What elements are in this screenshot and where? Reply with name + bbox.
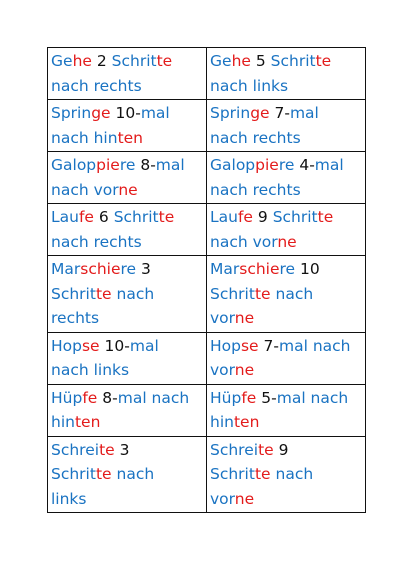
instruction-text-segment: Schrei: [210, 440, 259, 459]
instruction-text-segment: ge: [250, 104, 270, 122]
instruction-text-segment: he: [231, 52, 251, 70]
instruction-text-segment: Lau: [51, 208, 79, 226]
instruction-text-segment: Mar: [51, 260, 81, 278]
instruction-text-segment: Schrit: [272, 208, 318, 226]
instruction-text-segment: Schrit: [51, 465, 96, 483]
instruction-text-segment: re: [279, 260, 296, 278]
instruction-text-segment: se: [240, 336, 259, 355]
instruction-text-segment: Hüp: [51, 388, 83, 407]
instruction-text-segment: ne: [118, 180, 138, 199]
exercise-card: [48, 384, 207, 436]
instruction-text-segment: schie: [239, 260, 280, 278]
instruction-text-segment: re: [119, 156, 136, 174]
instruction-text-segment: Sprin: [210, 104, 251, 122]
instruction-text-segment: Schrit: [111, 52, 157, 70]
instruction-text-segment: nach: [270, 284, 314, 303]
instruction-text-segment: nach vor: [51, 180, 119, 199]
instruction-text-segment: Lau: [210, 208, 238, 226]
instruction-text-segment: ten: [74, 413, 101, 431]
instruction-text-segment: re: [278, 156, 295, 174]
instruction-text-segment: 7-: [269, 104, 290, 122]
instruction-text-segment: fe: [241, 388, 257, 407]
instruction-text-segment: te: [99, 440, 115, 459]
instruction-text-segment: Schrit: [51, 284, 96, 303]
instruction-text-segment: te: [258, 440, 274, 459]
instruction-text-segment: fe: [237, 208, 253, 226]
instruction-text-segment: 4-: [294, 156, 315, 174]
exercise-card: [48, 436, 207, 513]
instruction-text-segment: nach hin: [51, 128, 118, 147]
instruction-text-segment: 2: [91, 52, 112, 70]
instruction-text-segment: rechts: [51, 309, 100, 327]
instruction-text-segment: te: [317, 208, 334, 226]
instruction-text-segment: 8-: [135, 156, 156, 174]
instruction-text-segment: ne: [234, 361, 255, 379]
instruction-text-segment: ge: [91, 104, 111, 122]
instruction-text-segment: nach links: [51, 361, 130, 379]
instruction-text-segment: he: [72, 52, 92, 70]
instruction-text-segment: ne: [234, 309, 255, 327]
instruction-text-segment: vor: [210, 309, 235, 327]
instruction-text-segment: nach rechts: [51, 76, 142, 95]
exercise-card: [207, 204, 366, 256]
instruction-text-segment: te: [156, 52, 173, 70]
exercise-card: [48, 48, 207, 100]
instruction-text-segment: ten: [233, 413, 260, 431]
instruction-text-segment: mal: [140, 104, 170, 122]
instruction-text-segment: mal: [289, 104, 319, 122]
exercise-card: [207, 152, 366, 204]
table-row: [48, 332, 366, 384]
instruction-text-segment: pie: [255, 156, 279, 174]
instruction-text-segment: 8-: [97, 388, 118, 407]
instruction-text-segment: Hop: [210, 336, 241, 355]
instruction-text-segment: vor: [210, 361, 235, 379]
instruction-text-segment: Ge: [210, 52, 232, 70]
instruction-text-segment: te: [254, 465, 271, 483]
instruction-text-segment: te: [254, 284, 271, 303]
instruction-text-segment: links: [51, 489, 87, 508]
instruction-text-segment: Schrit: [113, 208, 159, 226]
instruction-text-segment: Schrit: [270, 52, 316, 70]
instruction-text-segment: ne: [277, 232, 297, 251]
exercise-card: [207, 332, 366, 384]
instruction-text-segment: mal: [155, 156, 185, 174]
instruction-text-segment: 3: [136, 260, 151, 278]
instruction-text-segment: nach: [270, 465, 314, 483]
instruction-text-segment: Schrit: [210, 465, 255, 483]
instruction-text-segment: 10: [295, 260, 320, 278]
table-row: [48, 436, 366, 513]
instruction-text-segment: 3: [114, 440, 130, 459]
instruction-text-segment: schie: [80, 260, 121, 278]
instruction-text-segment: nach rechts: [210, 128, 301, 147]
instruction-text-segment: Schrit: [210, 284, 255, 303]
instruction-text-segment: 7-: [258, 336, 279, 355]
table-row: [48, 256, 366, 333]
instruction-text-segment: Hop: [51, 336, 82, 355]
instruction-text-segment: fe: [78, 208, 94, 226]
exercise-card: [207, 256, 366, 333]
instruction-text-segment: hin: [210, 413, 234, 431]
instruction-text-segment: Ge: [51, 52, 73, 70]
instruction-text-segment: 6: [93, 208, 114, 226]
instruction-text-segment: te: [95, 465, 112, 483]
table-row: [48, 204, 366, 256]
instruction-text-segment: se: [81, 336, 100, 355]
instruction-text-segment: Sprin: [51, 104, 92, 122]
instruction-text-segment: 9: [252, 208, 273, 226]
exercise-card: [48, 332, 207, 384]
exercise-card: [48, 100, 207, 152]
instruction-text-segment: mal nach: [117, 388, 190, 407]
instruction-text-segment: nach vor: [210, 232, 278, 251]
instruction-text-segment: te: [315, 52, 332, 70]
instruction-text-segment: 9: [273, 440, 289, 459]
exercise-card: [207, 384, 366, 436]
instruction-text-segment: fe: [82, 388, 98, 407]
table-row: [48, 100, 366, 152]
exercise-card: [48, 152, 207, 204]
instruction-text-segment: 5-: [256, 388, 277, 407]
instruction-text-segment: mal nach: [279, 336, 351, 355]
instruction-text-segment: 5: [250, 52, 271, 70]
table-row: [48, 384, 366, 436]
instruction-text-segment: ten: [117, 128, 143, 147]
instruction-text-segment: mal: [129, 336, 159, 355]
instruction-text-segment: te: [158, 208, 175, 226]
instruction-text-segment: Galop: [210, 156, 256, 174]
instruction-text-segment: nach rechts: [210, 180, 301, 199]
instruction-text-segment: 10-: [110, 104, 141, 122]
table-row: [48, 152, 366, 204]
instruction-text-segment: te: [95, 284, 112, 303]
instruction-text-segment: nach links: [210, 76, 289, 95]
instruction-text-segment: re: [120, 260, 137, 278]
table-row: [48, 48, 366, 100]
instruction-text-segment: mal nach: [276, 388, 349, 407]
exercise-card: [48, 256, 207, 333]
instruction-text-segment: Hüp: [210, 388, 242, 407]
instruction-text-segment: mal: [314, 156, 344, 174]
instruction-text-segment: Galop: [51, 156, 97, 174]
instruction-text-segment: ne: [234, 489, 255, 508]
instruction-text-segment: Schrei: [51, 440, 100, 459]
instruction-text-segment: nach: [111, 284, 155, 303]
instruction-text-segment: Mar: [210, 260, 240, 278]
instruction-text-segment: nach rechts: [51, 232, 142, 251]
exercise-card: [207, 100, 366, 152]
exercise-card: [207, 436, 366, 513]
exercise-card: [207, 48, 366, 100]
instruction-text-segment: 10-: [99, 336, 130, 355]
exercise-card: [48, 204, 207, 256]
instruction-text-segment: nach: [111, 465, 155, 483]
instruction-text-segment: pie: [96, 156, 120, 174]
instruction-text-segment: hin: [51, 413, 75, 431]
exercise-card-table: [47, 47, 366, 513]
instruction-text-segment: vor: [210, 489, 235, 508]
